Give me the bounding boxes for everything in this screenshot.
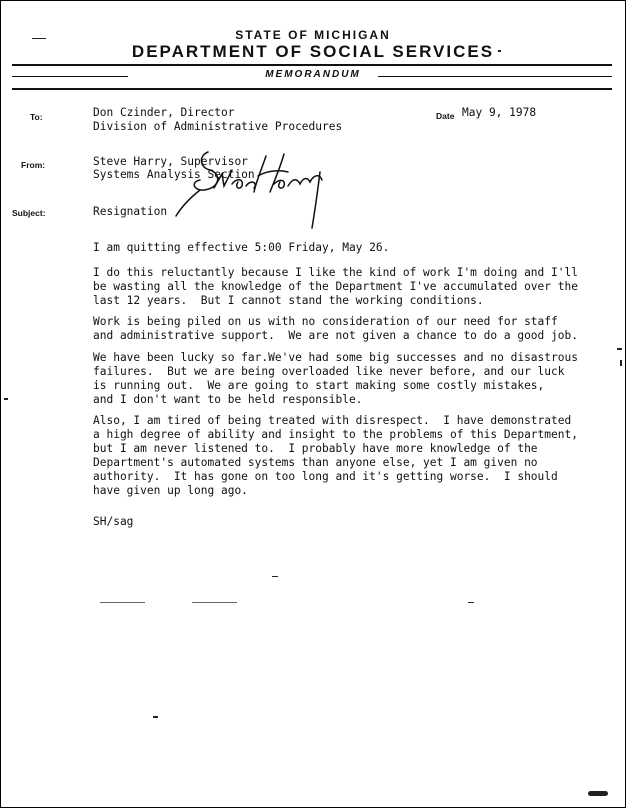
to-label: To: xyxy=(30,112,43,122)
scan-mark xyxy=(588,791,608,796)
body-paragraph-1: I am quitting effective 5:00 Friday, May 26. xyxy=(93,241,390,254)
scan-mark xyxy=(498,50,501,52)
state-heading: STATE OF MICHIGAN xyxy=(235,28,391,42)
subject-value: Resignation xyxy=(93,205,168,218)
body-paragraph-3: Work is being piled on us with no consideration of our need for staff and administrative support. We are not given a chance to do a good job. xyxy=(93,315,578,342)
header-rule-top xyxy=(12,64,612,66)
signature-image xyxy=(170,148,340,238)
date-label: Date xyxy=(436,111,455,121)
initials: SH/sag xyxy=(93,515,134,528)
department-heading: DEPARTMENT OF SOCIAL SERVICES xyxy=(131,42,495,61)
to-line-1: Don Czinder, Director xyxy=(93,106,235,119)
scan-mark xyxy=(192,602,237,603)
subject-label: Subject: xyxy=(12,208,46,218)
memorandum-title: MEMORANDUM xyxy=(265,69,361,80)
from-line-1: Steve Harry, Supervisor xyxy=(93,155,248,168)
scan-mark xyxy=(153,716,158,718)
from-label: From: xyxy=(21,160,46,170)
from-line-2: Systems Analysis Section xyxy=(93,168,255,181)
body-paragraph-2: I do this reluctantly because I like the kind of work I'm doing and I'll be wasting all the knowledge of the Department I've accumulated over the last 12 years. But I cannot stand the working conditions. xyxy=(93,266,578,307)
scan-mark xyxy=(4,398,8,400)
scan-mark xyxy=(32,38,46,39)
body-paragraph-5: Also, I am tired of being treated with disrespect. I have demonstrated a high degree of ability and insight to the problems of this Department, but I am never listened to. I probably have more knowledge of the Department's automated systems than anyone else, yet I am given no authority. It has gone on too long and it's getting worse. I should have given up long ago. xyxy=(93,414,578,497)
scan-mark xyxy=(272,576,278,577)
to-line-2: Division of Administrative Procedures xyxy=(93,120,343,133)
scan-mark xyxy=(468,602,474,603)
scan-mark xyxy=(620,360,622,366)
body-paragraph-4: We have been lucky so far.We've had some big successes and no disastrous failures. But we are being overloaded like never before, and our luck is running out. We are going to start making some costly mistakes, and I don't want to be held responsible. xyxy=(93,351,578,406)
date-value: May 9, 1978 xyxy=(462,106,537,119)
scan-mark xyxy=(617,348,622,350)
scan-mark xyxy=(100,602,145,603)
header-rule-bottom xyxy=(12,88,612,90)
